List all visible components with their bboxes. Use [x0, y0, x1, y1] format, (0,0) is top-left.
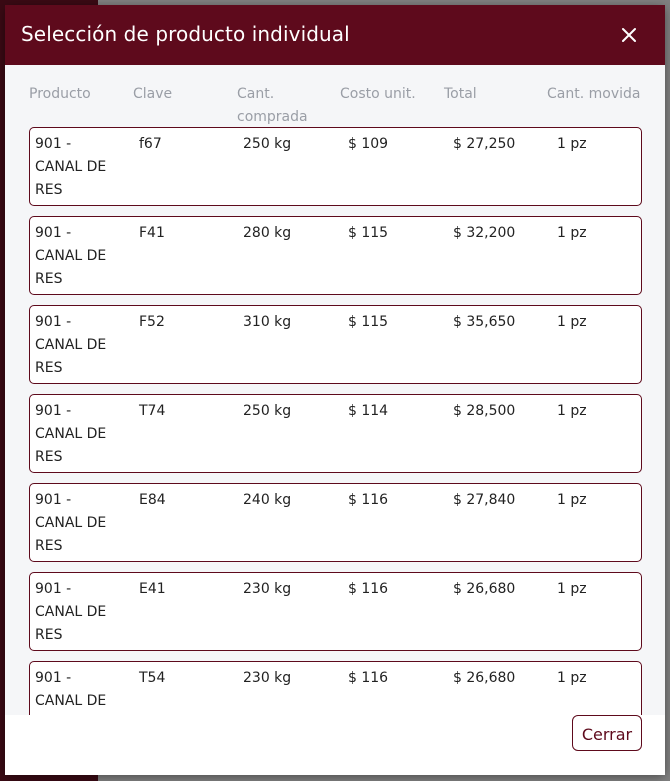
cerrar-button[interactable]: Cerrar: [572, 715, 642, 751]
cell-total: $ 35,650: [453, 314, 516, 330]
cell-total: $ 27,840: [453, 492, 516, 508]
cell-costo-unit: $ 114: [348, 403, 389, 419]
table-row[interactable]: [29, 572, 642, 651]
cell-producto: 901 - CANAL DE RES: [35, 225, 107, 287]
cell-cant-movida: 1 pz: [557, 403, 587, 419]
cell-costo-unit: $ 115: [348, 314, 389, 330]
cell-clave: E84: [139, 492, 166, 508]
cell-producto: 901 - CANAL DE RES: [35, 136, 107, 198]
cell-costo-unit: $ 116: [348, 581, 389, 597]
cell-cant-movida: 1 pz: [557, 670, 587, 686]
cell-clave: f67: [139, 136, 162, 152]
column-header-clave: Clave: [133, 86, 173, 102]
modal-header: [5, 5, 665, 65]
cell-costo-unit: $ 109: [348, 136, 389, 152]
column-header-cant-movida: Cant. movida: [547, 86, 641, 102]
cell-cant-movida: 1 pz: [557, 136, 587, 152]
cell-cant-comprada: 230 kg: [243, 581, 292, 597]
cell-total: $ 28,500: [453, 403, 516, 419]
cell-cant-comprada: 250 kg: [243, 403, 292, 419]
cell-producto: 901 - CANAL DE RES: [35, 403, 107, 465]
table-row[interactable]: [29, 216, 642, 295]
column-header-producto: Producto: [29, 86, 91, 102]
cell-cant-movida: 1 pz: [557, 314, 587, 330]
product-list: [29, 127, 642, 750]
cell-clave: T54: [139, 670, 166, 686]
table-header: [29, 83, 649, 129]
cell-costo-unit: $ 116: [348, 670, 389, 686]
cell-clave: F52: [139, 314, 165, 330]
cell-clave: F41: [139, 225, 165, 241]
cell-clave: E41: [139, 581, 166, 597]
table-row[interactable]: [29, 305, 642, 384]
modal-title: Selección de producto individual: [21, 22, 350, 46]
cell-producto: 901 - CANAL DE RES: [35, 492, 107, 554]
product-selection-modal: [5, 5, 665, 775]
close-button[interactable]: [615, 21, 643, 49]
cell-cant-movida: 1 pz: [557, 492, 587, 508]
cell-cant-comprada: 230 kg: [243, 670, 292, 686]
cell-producto: 901 - CANAL DE: [35, 670, 107, 709]
cell-total: $ 26,680: [453, 581, 516, 597]
column-header-costo-unit: Costo unit.: [340, 86, 416, 102]
close-icon: [621, 27, 637, 43]
table-row[interactable]: [29, 483, 642, 562]
modal-body[interactable]: [5, 65, 665, 715]
modal-footer: [5, 715, 665, 775]
column-header-cant-comprada: Cant. comprada: [237, 86, 308, 125]
table-row[interactable]: [29, 394, 642, 473]
cell-cant-comprada: 250 kg: [243, 136, 292, 152]
cell-producto: 901 - CANAL DE RES: [35, 314, 107, 376]
cell-clave: T74: [139, 403, 166, 419]
cell-cant-comprada: 310 kg: [243, 314, 292, 330]
cell-cant-movida: 1 pz: [557, 581, 587, 597]
cell-total: $ 26,680: [453, 670, 516, 686]
cell-costo-unit: $ 116: [348, 492, 389, 508]
cell-producto: 901 - CANAL DE RES: [35, 581, 107, 643]
cell-cant-comprada: 240 kg: [243, 492, 292, 508]
cell-cant-movida: 1 pz: [557, 225, 587, 241]
column-header-total: Total: [444, 86, 477, 102]
cell-total: $ 32,200: [453, 225, 516, 241]
table-row[interactable]: [29, 127, 642, 206]
cell-total: $ 27,250: [453, 136, 516, 152]
cell-cant-comprada: 280 kg: [243, 225, 292, 241]
cell-costo-unit: $ 115: [348, 225, 389, 241]
